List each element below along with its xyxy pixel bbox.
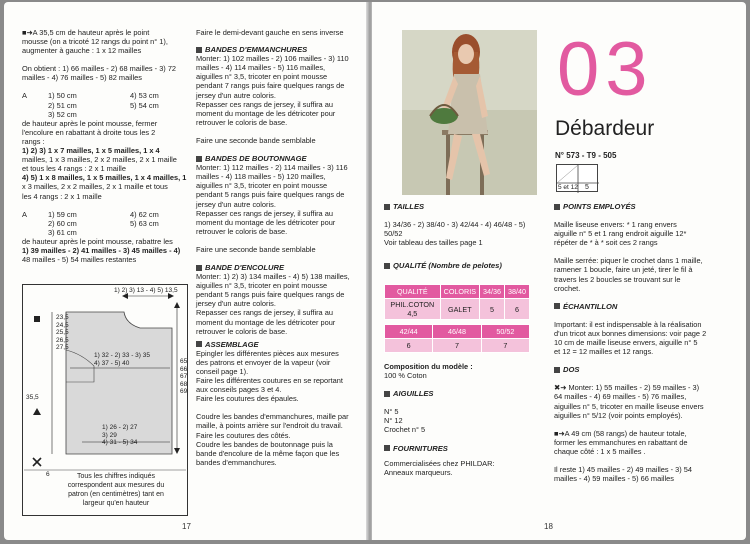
intro-line: augmenter à gauche : 1 x 12 mailles: [22, 46, 142, 56]
measure-value: 4) 53 cm: [130, 91, 159, 101]
armhole-second-band: Faire une seconde bande semblable: [196, 135, 316, 145]
left-page: [4, 2, 370, 540]
section-heading: ÉCHANTILLON: [554, 302, 734, 311]
measure-table-1: [22, 91, 192, 118]
table-cell: 6: [505, 299, 530, 320]
section-heading: BANDE D'ENCOLURE: [196, 263, 366, 272]
section-heading: ASSEMBLAGE: [196, 340, 366, 349]
table-header-cell: COLORIS: [440, 285, 479, 299]
composition-heading: Composition du modèle :: [384, 362, 473, 371]
single-crochet-text: Maille serrée: piquer le crochet dans 1 maille, ramener 1 boucle, faire un jeté, tirer le fil à travers les 2 boucles se trouvant sur le crochet.: [554, 256, 703, 293]
section-heading: TAILLES: [384, 202, 564, 211]
neckline-line: mailles, 1 x 3 mailles, 2 x 2 mailles, 2 x 1 maille: [22, 155, 177, 165]
table-cell: 6: [385, 339, 433, 353]
composition-value: 100 % Coton: [384, 371, 427, 381]
right-column-1: [384, 202, 564, 270]
square-bullet-icon: [384, 445, 390, 451]
model-photo: [402, 30, 537, 195]
square-bullet-icon: [196, 47, 202, 53]
page-number: 17: [182, 522, 191, 531]
schematic-bottom-label: 1) 26 - 2) 27 3) 29 4) 31 - 5) 34: [102, 424, 138, 447]
neckline-line: l'encolure en rabattant à droite tous les 2: [22, 127, 156, 137]
back-text: ✖➜ Monter: 1) 55 mailles - 2) 59 mailles - 3) 64 mailles - 4) 69 mailles - 5) 76 mailles, aiguilles n° 5, tricoter en maille liseuse envers aiguilles n° 5/12 (voir points employés).: [554, 383, 704, 420]
square-bullet-icon: [196, 265, 202, 271]
back-remaining-text: Il reste 1) 45 mailles - 2) 49 mailles - 3) 54 mailles - 4) 59 mailles - 5) 66 mailles: [554, 464, 693, 484]
page-number: 18: [544, 522, 553, 531]
measure-label: A: [22, 91, 27, 101]
gauge-text: Important: il est indispensable à la réalisation d'un tricot aux bonnes dimensions: voir page 2 10 cm de maille liseuse envers, aiguille n° 5 et 12 = 12 mailles et 12 rangs.: [554, 319, 707, 357]
obtain-line: mailles - 4) 76 mailles - 5) 82 mailles: [22, 73, 142, 83]
neckline-block: [22, 119, 192, 201]
table-header-cell: 50/52: [481, 325, 529, 339]
pattern-reference: N° 573 - T9 - 505: [555, 151, 617, 160]
table-header-row: [385, 285, 530, 299]
measure-value: 3) 52 cm: [48, 109, 77, 119]
obtain-block: [22, 64, 192, 82]
measure-value: 3) 61 cm: [48, 227, 77, 237]
bind-off-line: 48 mailles - 5) 54 mailles restantes: [22, 255, 137, 265]
measure-value: 2) 60 cm: [48, 218, 77, 228]
section-heading: BANDES DE BOUTONNAGE: [196, 154, 366, 163]
pattern-number: 03: [557, 27, 654, 112]
table-cell: 7: [433, 339, 481, 353]
schematic-left-height: 35,5: [26, 394, 39, 401]
yarn-table: [384, 284, 530, 320]
intro-block: [22, 28, 192, 55]
intro-line: mousse (on a tricoté 12 rangs du point n° 1),: [22, 37, 168, 47]
left-column-2: [196, 28, 366, 467]
sizes-text: 1) 34/36 - 2) 38/40 - 3) 42/44 - 4) 46/48 - 5) 50/52 Voir tableau des tailles page 1: [384, 220, 526, 248]
schematic-right-stack: 65 66 67 68 69: [180, 358, 188, 396]
right-page: [372, 2, 746, 540]
neck-band-text: Monter: 1) 2) 3) 134 mailles - 4) 5) 138 mailles, aiguilles n° 3,5, tricoter en point mousse pendant 5 rangs puis faire quelques rangs de jersey d'un autre coloris. Repasser ces rangs de jersey, il suffira au moment du montage de les détricoter pour retrouver le coloris de base.: [196, 272, 350, 336]
intro-line: ■➜A 35,5 cm de hauteur après le point: [22, 28, 150, 37]
left-column-1: [22, 28, 192, 264]
square-bullet-icon: [384, 263, 390, 269]
right-column-2: [554, 202, 734, 483]
neckline-line: x 3 mailles, 2 x 2 mailles, 2 x 1 maille et tous: [22, 182, 168, 192]
measure-value: 5) 63 cm: [130, 218, 159, 228]
table-row: [385, 299, 530, 320]
table-cell: PHIL.COTON 4,5: [385, 299, 441, 320]
table-row: [385, 339, 530, 353]
obtain-line: On obtient : 1) 66 mailles - 2) 68 mailles - 3) 72: [22, 64, 177, 74]
square-bullet-icon: [554, 204, 560, 210]
inverse-instruction: Faire le demi-devant gauche en sens inverse: [196, 28, 344, 37]
table-header-row: [385, 325, 530, 339]
measure-value: 2) 51 cm: [48, 100, 77, 110]
neckline-line: 1) 2) 3) 1 x 7 mailles, 1 x 5 mailles, 1 x 4: [22, 146, 160, 156]
measure-label: A: [22, 209, 27, 219]
stitches-text: Maille liseuse envers: * 1 rang envers aiguille n° 5 et 1 rang endroit aiguille 12* répéter de * à * soit ces 2 rangs: [554, 220, 687, 248]
table-header-cell: 38/40: [505, 285, 530, 299]
neckline-line: rangs :: [22, 136, 45, 146]
needles-text: N° 5 N° 12 Crochet n° 5: [384, 407, 426, 435]
neckline-line: de hauteur après le point mousse, fermer: [22, 118, 158, 128]
table-cell: 7: [481, 339, 529, 353]
table-cell: 5: [480, 299, 505, 320]
yarn-table-2: [384, 324, 530, 353]
needle-size-left: 5 et 12: [558, 184, 578, 191]
measure-table-2: [22, 210, 192, 237]
back-armhole-text: ■➜A 49 cm (58 rangs) de hauteur totale, former les emmanchures en rabattant de chaque côté : 1 x 5 mailles .: [554, 428, 688, 456]
measure-value: 4) 62 cm: [130, 209, 159, 219]
table-header-cell: 46/48: [433, 325, 481, 339]
right-column-1-lower: [384, 362, 564, 477]
square-bullet-icon: [384, 204, 390, 210]
section-heading: AIGUILLES: [384, 389, 564, 398]
section-heading: QUALITÉ (Nombre de pelotes): [384, 261, 564, 270]
measure-value: 1) 59 cm: [48, 209, 77, 219]
pattern-title: Débardeur: [555, 117, 655, 140]
schematic-bottom-left: 6: [46, 471, 50, 478]
measure-value: 1) 50 cm: [48, 91, 77, 101]
bind-off-line: de hauteur après le point mousse, rabattre les: [22, 236, 173, 246]
schematic-mid-label: 1) 32 - 2) 33 - 3) 35 4) 37 - 5) 40: [94, 352, 150, 367]
pattern-schematic: [22, 284, 188, 516]
armhole-bands-text: Monter: 1) 102 mailles - 2) 106 mailles - 3) 110 mailles - 4) 114 mailles - 5) 116 mailles, aiguilles n° 3,5, tricoter en point mousse pendant 7 rangs puis faire quelques rangs de jersey d'un autre coloris. Repasser ces rangs de jersey, il suffira au moment du montage de les détricoter pour retrouver le coloris de base.: [196, 54, 349, 127]
square-bullet-icon: [554, 303, 560, 309]
section-heading: POINTS EMPLOYÉS: [554, 202, 734, 211]
square-bullet-icon: [384, 391, 390, 397]
bind-off-block: [22, 237, 192, 264]
needle-size-right: 5: [585, 184, 589, 191]
table-header-cell: 42/44: [385, 325, 433, 339]
schematic-left-stack: 23,5 24,5 25,5 26,5 27,5: [56, 314, 69, 352]
section-heading: DOS: [554, 365, 734, 374]
neckline-line: les 4 rangs : 2 x 1 maille: [22, 191, 102, 201]
table-header-cell: QUALITÉ: [385, 285, 441, 299]
table-header-cell: 34/36: [480, 285, 505, 299]
needle-size-box: [556, 164, 598, 192]
square-bullet-icon: [554, 367, 560, 373]
supplies-text: Commercialisées chez PHILDAR: Anneaux marqueurs.: [384, 458, 495, 477]
square-bullet-icon: [196, 156, 202, 162]
section-heading: BANDES D'EMMANCHURES: [196, 45, 366, 54]
schematic-caption: Tous les chiffres indiqués correspondent aux mesures du patron (en centimètres) tant en largeur qu'en hauteur: [67, 473, 165, 507]
assembly-text: Epingler les différentes pièces aux mesures des patrons et envoyer de la vapeur (voir conseil page 1). Faire les différentes coutures en se reportant aux conseils pages 3 et 4. Faire les coutures des épaules. Coudre les bandes d'emmanchures, maille par maille, à points arrière sur l'endroit du travail. Faire les coutures des côtés. Coudre les bandes de boutonnage puis la bande d'encolure de la même façon que les bandes d'emmanchures.: [196, 348, 349, 467]
square-bullet-icon: [196, 341, 202, 347]
measure-value: 5) 54 cm: [130, 100, 159, 110]
button-bands-text: Monter: 1) 112 mailles - 2) 114 mailles - 3) 116 mailles - 4) 118 mailles - 5) 120 mailles, aiguilles n° 3,5, tricoter en point mousse pendant 5 rangs puis faire quelques rangs de jersey d'un autre coloris. Repasser ces rangs de jersey, il suffira au moment du montage de les détricoter pour retrouver le coloris de base.: [196, 163, 348, 236]
table-cell: GALET: [440, 299, 479, 320]
neckline-line: et tous les 4 rangs : 2 x 1 maille: [22, 164, 126, 174]
neckline-line: 4) 5) 1 x 8 mailles, 1 x 5 mailles, 1 x 4 mailles, 1: [22, 173, 187, 183]
section-heading: FOURNITURES: [384, 444, 564, 453]
model-photo-image: [402, 30, 537, 195]
schematic-top-label: 1) 2) 3) 13 - 4) 5) 13,5: [114, 287, 178, 294]
button-second-band: Faire une seconde bande semblable: [196, 244, 316, 254]
bind-off-line: 1) 39 mailles - 2) 41 mailles - 3) 45 mailles - 4): [22, 245, 181, 255]
